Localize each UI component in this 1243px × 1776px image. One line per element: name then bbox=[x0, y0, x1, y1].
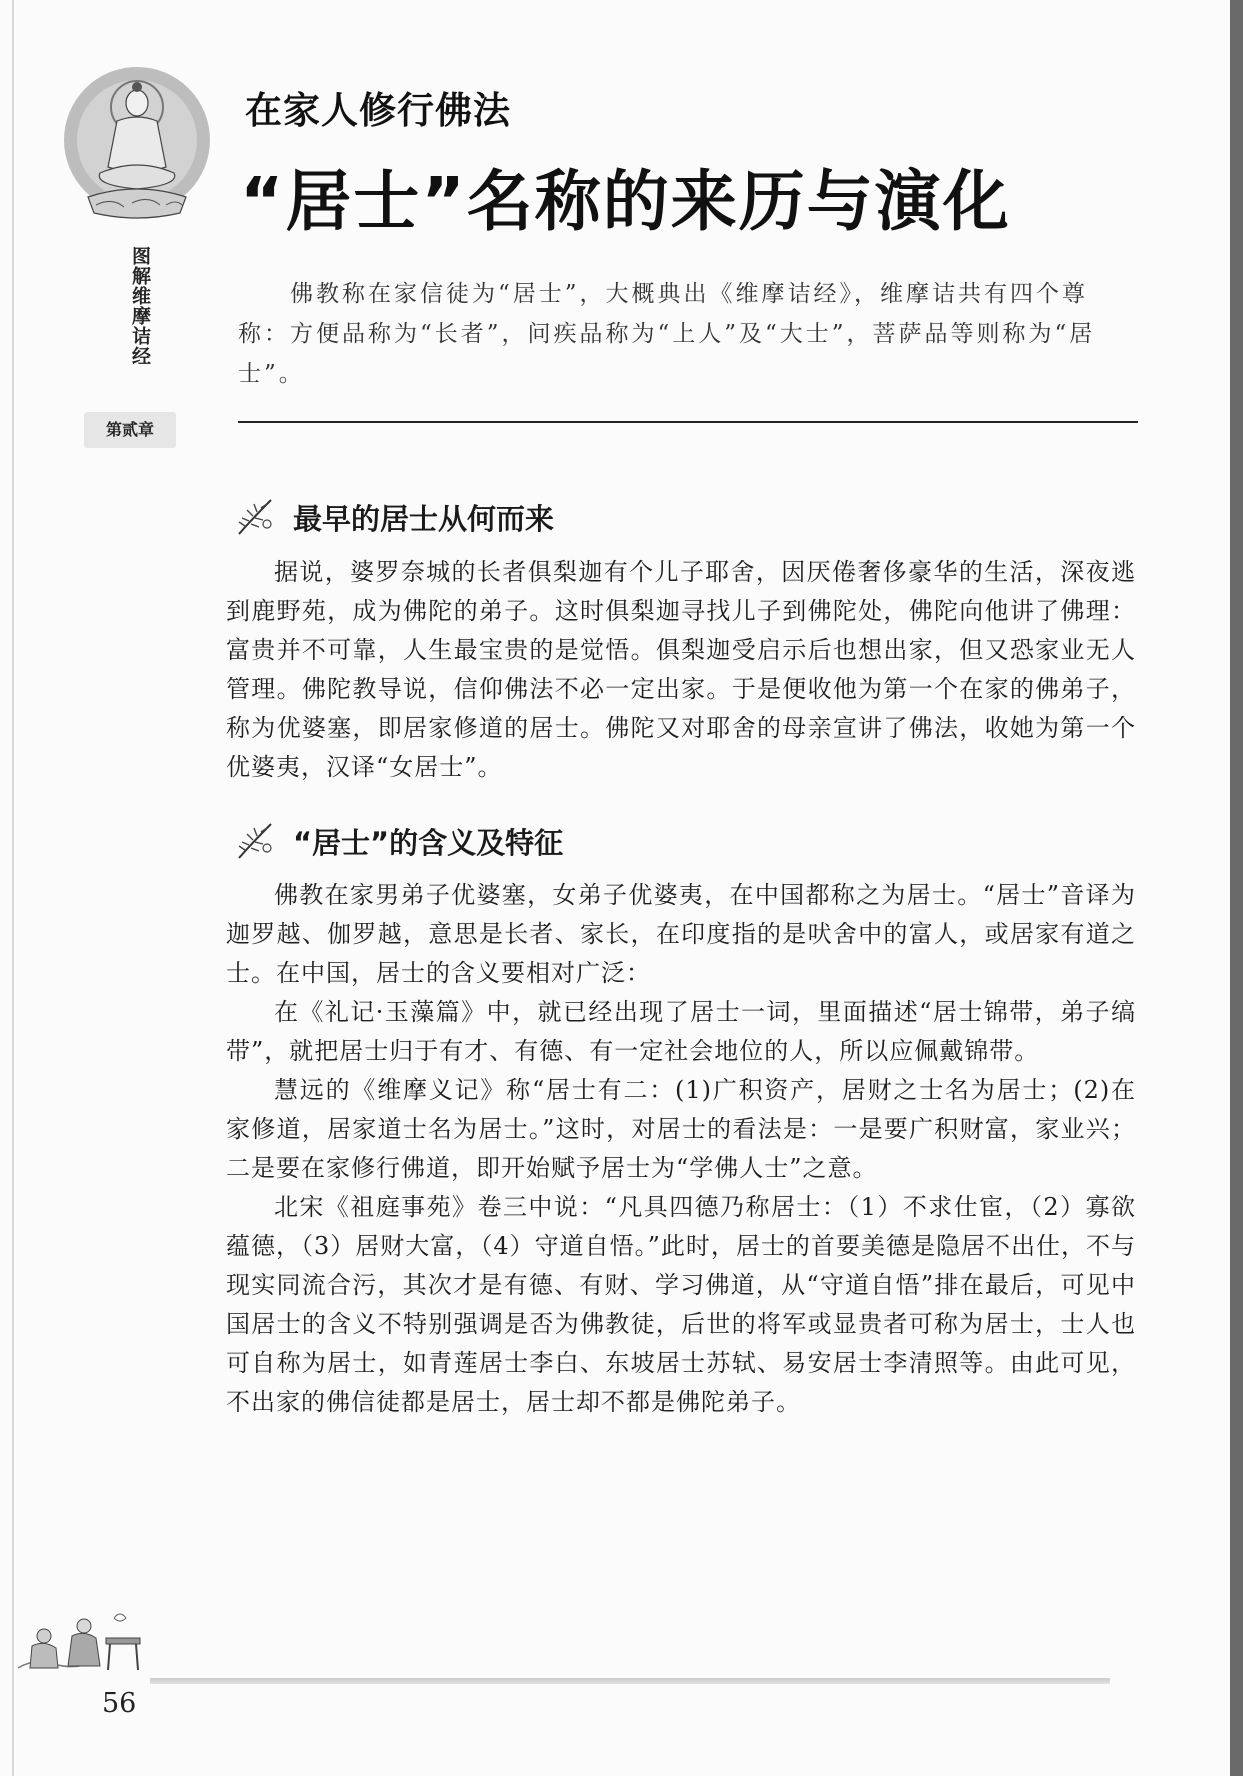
chapter-tab: 第贰章 bbox=[84, 412, 176, 448]
pine-branch-icon bbox=[233, 494, 279, 540]
scholars-illustration bbox=[14, 1598, 150, 1678]
pine-branch-icon bbox=[233, 818, 279, 864]
paragraph: 北宋《祖庭事苑》卷三中说：“凡具四德乃称居士：（1）不求仕宦，（2）寡欲蕴德，（3）居财大富，（4）守道自悟。”此时，居士的首要美德是隐居不出仕，不与现实同流合污，其次才是有德、有财、学习佛道，从“守道自悟”排在最后，可见中国居士的含义不特别强调是否为佛教徒，后世的将军或显贵者可称为居士，士人也可自称为居士，如青莲居士李白、东坡居士苏轼、易安居士李清照等。由此可见，不出家的佛信徒都是居士，居士却不都是佛陀弟子。 bbox=[226, 1193, 1136, 1416]
buddha-illustration bbox=[62, 55, 212, 230]
paragraph: 据说，婆罗奈城的长者俱梨迦有个儿子耶舍，因厌倦奢侈豪华的生活，深夜逃到鹿野苑，成为佛陀的弟子。这时俱梨迦寻找儿子到佛陀处，佛陀向他讲了佛理：富贵并不可靠，人生最宝贵的是觉悟。俱梨迦受启示后也想出家，但又恐家业无人管理。佛陀教导说，信仰佛法不必一定出家。于是便收他为第一个在家的佛弟子，称为优婆塞，即居家修道的居士。佛陀又对耶舍的母亲宣讲了佛法，收她为第一个优婆夷，汉译“女居士”。 bbox=[226, 558, 1136, 781]
book-title-vertical: 图解维摩诘经 bbox=[129, 246, 151, 366]
page-edge-line bbox=[12, 0, 14, 1776]
article-abstract: 佛教称在家信徒为“居士”，大概典出《维摩诘经》，维摩诘共有四个尊称：方便品称为“长者”，问疾品称为“上人”及“大士”，菩萨品等则称为“居士”。 bbox=[238, 281, 1096, 387]
section-title: 最早的居士从何而来 bbox=[293, 501, 555, 536]
paragraph: 在《礼记·玉藻篇》中，就已经出现了居士一词，里面描述“居士锦带，弟子缟带”，就把居士归于有才、有德、有一定社会地位的人，所以应佩戴锦带。 bbox=[226, 998, 1136, 1065]
page-title: “居士”名称的来历与演化 bbox=[240, 163, 1011, 240]
section-body-1 bbox=[226, 553, 1136, 787]
section-body-2 bbox=[226, 876, 1136, 1422]
section-heading-2 bbox=[233, 818, 563, 864]
page-number: 56 bbox=[102, 1688, 137, 1719]
paragraph: 慧远的《维摩义记》称“居士有二：(1)广积资产，居财之士名为居士；(2)在家修道，居家道士名为居士。”这时，对居士的看法是：一是要广积财富，家业兴；二是要在家修行佛道，即开始赋予居士为“学佛人士”之意。 bbox=[226, 1076, 1136, 1182]
section-title: “居士”的含义及特征 bbox=[293, 825, 564, 860]
divider-rule bbox=[238, 421, 1138, 423]
footer-rule bbox=[150, 1678, 1110, 1684]
paragraph: 佛教在家男弟子优婆塞，女弟子优婆夷，在中国都称之为居士。“居士”音译为迦罗越、伽罗越，意思是长者、家长，在印度指的是吠舍中的富人，或居家有道之士。在中国，居士的含义要相对广泛： bbox=[226, 881, 1136, 987]
section-heading-1 bbox=[233, 494, 554, 540]
article-kicker: 在家人修行佛法 bbox=[245, 89, 511, 132]
